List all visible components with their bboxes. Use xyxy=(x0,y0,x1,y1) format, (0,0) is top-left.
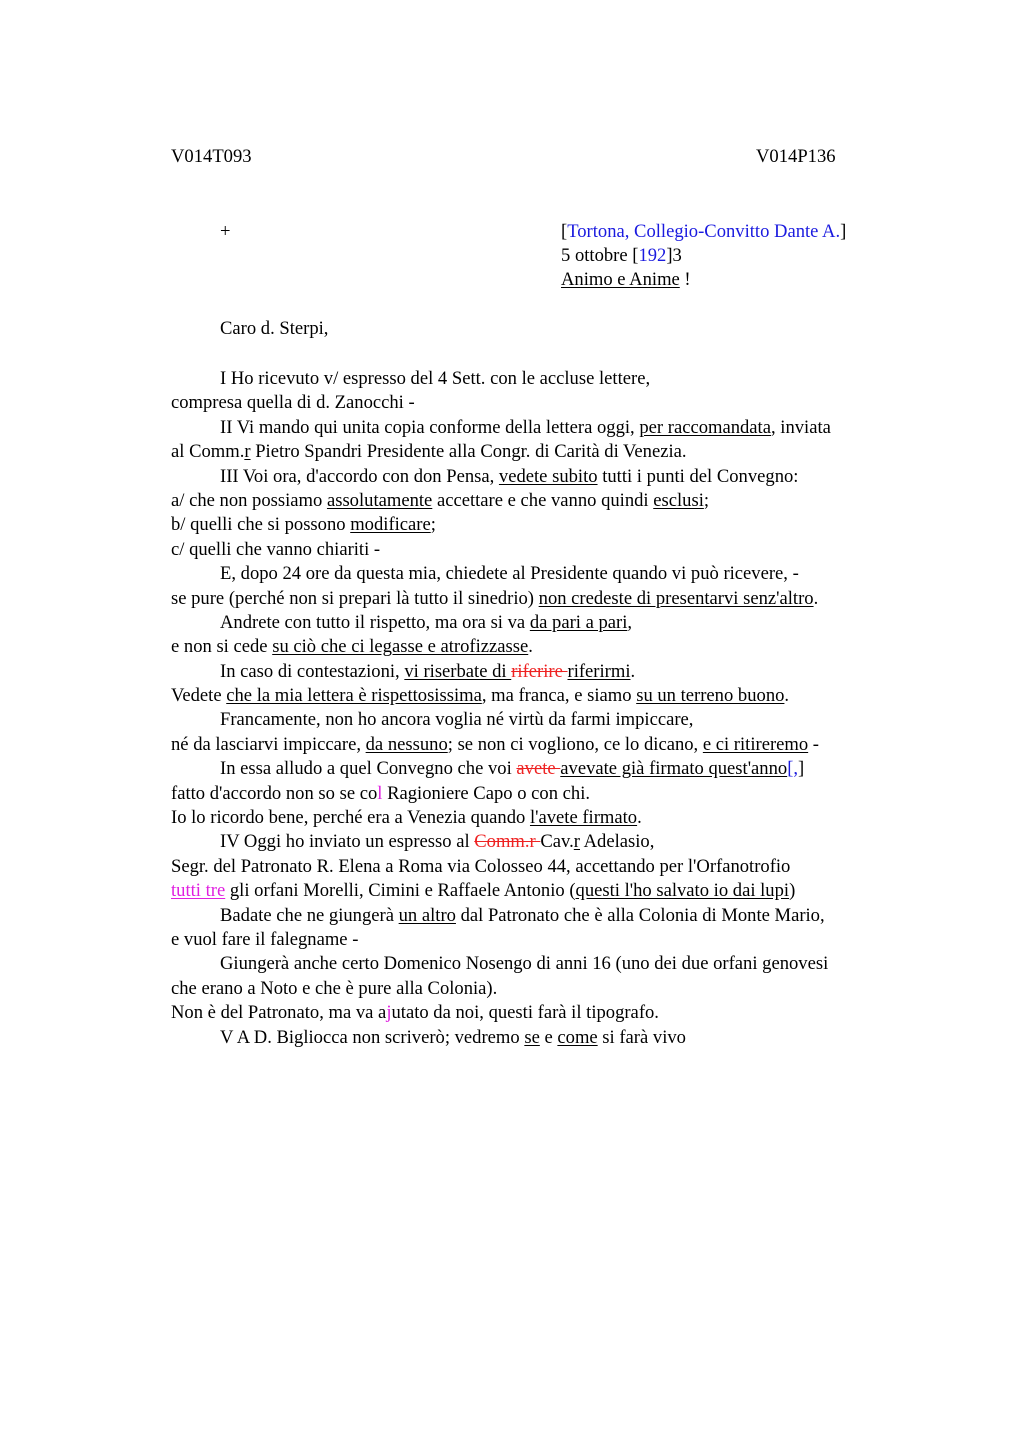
text-line: V A D. Bigliocca non scriverò; vedremo se e come si farà vivo xyxy=(220,1026,686,1048)
cross-symbol: + xyxy=(220,221,231,242)
document-code-left: V014T093 xyxy=(171,146,252,167)
text-line: e non si cede su ciò che ci legasse e atrofizzasse. xyxy=(171,636,533,658)
text-line: che erano a Noto e che è pure alla Colonia). xyxy=(171,977,498,999)
text-line: II Vi mando qui unita copia conforme della lettera oggi, per raccomandata, inviata xyxy=(220,416,831,438)
deleted-text: Comm.r xyxy=(474,831,541,853)
text-line: E, dopo 24 ore da questa mia, chiedete al Presidente quando vi può ricevere, - xyxy=(220,563,799,585)
text-line: b/ quelli che si possono modificare; xyxy=(171,514,436,536)
text-line: Segr. del Patronato R. Elena a Roma via Colosseo 44, accettando per l'Orfanotrofio xyxy=(171,855,791,877)
text-line: Giungerà anche certo Domenico Nosengo di anni 16 (uno dei due orfani genovesi xyxy=(220,953,829,975)
letter-body xyxy=(171,367,931,1050)
text-line: Vedete che la mia lettera è rispettosissima, ma franca, e siamo su un terreno buono. xyxy=(171,685,790,707)
text-line: se pure (perché non si prepari là tutto il sinedrio) non credeste di presentarvi senz'altro. xyxy=(171,587,819,609)
text-line: né da lasciarvi impiccare, da nessuno; se non ci vogliono, ce lo dicano, e ci ritireremo - xyxy=(171,733,819,755)
text-line: I Ho ricevuto v/ espresso del 4 Sett. con le accluse lettere, xyxy=(220,368,651,389)
place-line: [Tortona, Collegio-Convitto Dante A.] xyxy=(561,221,847,242)
text-line: c/ quelli che vanno chiariti - xyxy=(171,538,381,560)
text-line: compresa quella di d. Zanocchi - xyxy=(171,392,415,414)
text-line: Non è del Patronato, ma va ajutato da noi, questi farà il tipografo. xyxy=(171,1002,659,1024)
date-year: 192 xyxy=(638,245,667,266)
deleted-text: avete xyxy=(516,758,561,780)
text-line: a/ che non possiamo assolutamente accettare e che vanno quindi esclusi; xyxy=(171,489,710,511)
text-line: Badate che ne giungerà un altro dal Patronato che è alla Colonia di Monte Mario, xyxy=(220,904,825,926)
text-line: e vuol fare il falegname - xyxy=(171,928,359,950)
motto: Animo e Anime xyxy=(561,269,680,290)
text-line: Andrete con tutto il rispetto, ma ora si va da pari a pari, xyxy=(220,611,633,633)
salutation: Caro d. Sterpi, xyxy=(220,318,329,339)
motto-line: Animo e Anime ! xyxy=(561,269,691,290)
text-line: III Voi ora, d'accordo con don Pensa, vedete subito tutti i punti del Convegno: xyxy=(220,465,799,487)
text-line: fatto d'accordo non so se col Ragioniere Capo o con chi. xyxy=(171,782,591,804)
document-code-right: V014P136 xyxy=(756,146,836,167)
place-name: Tortona, Collegio-Convitto Dante A. xyxy=(567,221,841,242)
text-line: al Comm.r Pietro Spandri Presidente alla Congr. di Carità di Venezia. xyxy=(171,441,687,463)
text-line: In caso di contestazioni, vi riserbate di riferire riferirmi. xyxy=(220,660,636,682)
date-line: 5 ottobre [192]3 xyxy=(561,245,682,266)
text-line: Francamente, non ho ancora voglia né virtù da farmi impiccare, xyxy=(220,709,694,731)
deleted-text: riferire xyxy=(511,660,568,682)
text-line: Io lo ricordo bene, perché era a Venezia quando l'avete firmato. xyxy=(171,807,642,829)
text-line: IV Oggi ho inviato un espresso al Comm.r Cav.r Adelasio, xyxy=(220,831,655,853)
text-line: In essa alludo a quel Convegno che voi avete avevate già firmato quest'anno[,] xyxy=(220,758,805,780)
text-line: tutti tre gli orfani Morelli, Cimini e Raffaele Antonio (questi l'ho salvato io dai lupi) xyxy=(171,880,796,902)
